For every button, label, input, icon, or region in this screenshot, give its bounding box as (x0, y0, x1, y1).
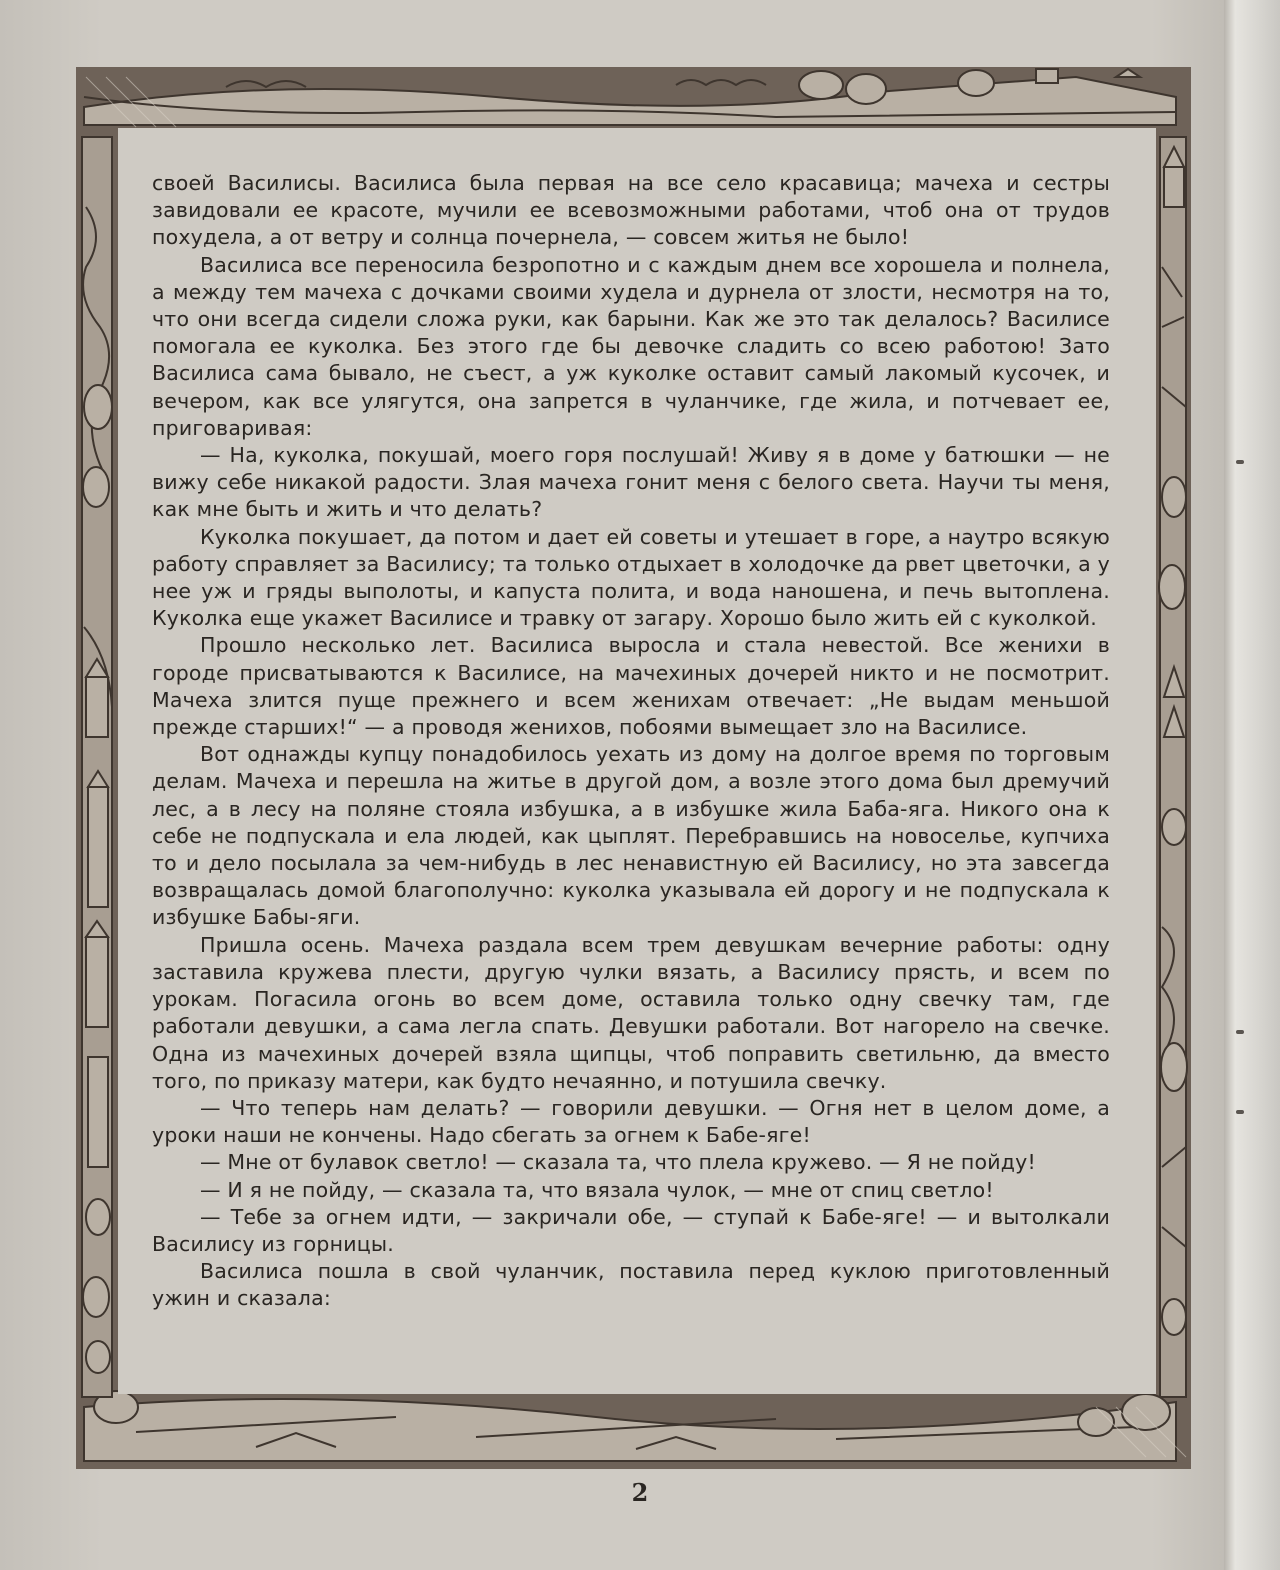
paragraph: Прошло несколько лет. Василиса выросла и стала невестой. Все женихи в городе присватываются к Василисе, на мачехиных дочерей никто и не посмотрит. Мачеха злится пуще прежнего и всем женихам отвечает: „Не выдам меньшой прежде старших!“ — а проводя женихов, побоями вымещает зло на Василисе. (152, 633, 1110, 740)
binding-stitch (1236, 460, 1244, 464)
paragraph: — Что теперь нам делать? — говорили девушки. — Огня нет в целом доме, а уроки наши не кончены. Надо сбегать за огнем к Бабе-яге! (152, 1095, 1110, 1148)
paragraph: своей Василисы. Василиса была первая на все село красавица; мачеха и сестры завидовали ее красоте, мучили ее всевозможными работами, чтоб она от трудов похудела, а от ветру и солнца почернела, — совсем житья не было! (152, 171, 1110, 250)
page-number: 2 (631, 1478, 649, 1507)
paragraph: Василиса пошла в свой чуланчик, поставила перед куклою приготовленный ужин и сказала: (152, 1259, 1110, 1311)
binding-stitch (1236, 1030, 1244, 1034)
binding-stitch (1236, 1110, 1244, 1114)
paragraph: Василиса все переносила безропотно и с каждым днем все хорошела и полнела, а между тем мачеха с дочками своими худела и дурнела от злости, несмотря на то, что они всегда сидели сложа руки, как барыни. Как же это так делалось? Василисе помогала ее куколка. Без этого где бы девочке сладить со всею работою! Зато Василиса сама бывало, не съест, а уж куколке оставит самый лакомый кусочек, и вечером, как все улягутся, она запрется в чуланчике, где жила, и потчевает ее, приговаривая: (152, 252, 1110, 440)
paragraph: — И я не пойду, — сказала та, что вязала чулок, — мне от спиц светло! (200, 1177, 994, 1202)
paragraph: — Мне от булавок светло! — сказала та, что плела кружево. — Я не пойду! (200, 1150, 1036, 1175)
paragraph: Пришла осень. Мачеха раздала всем трем девушкам вечерние работы: одну заставила кружева плести, другую чулки вязать, а Василису прясть, и всем по урокам. Погасила огонь во всем доме, оставила только одну свечку там, где работали девушки, а сама легла спать. Девушки работали. Вот нагорело на свечке. Одна из мачехиных дочерей взяла щипцы, чтоб поправить светильню, да вместо того, по приказу матери, как будто нечаянно, и потушила свечку. (152, 932, 1110, 1093)
paragraph: Вот однажды купцу понадобилось уехать из дому на долгое время по торговым делам. Мачеха и перешла на житье в другой дом, а возле этого дома был дремучий лес, а в лесу на поляне стояла избушка, а в избушке жила Баба-яга. Никого она к себе не подпускала и ела людей, как цыплят. Перебравшись на новоселье, купчиха то и дело посылала за чем-нибудь в лес ненавистную ей Василису, но эта завсегда возвращалась домой благополучно: куколка указывала ей дорогу и не подпускала к избушке Бабы-яги. (152, 742, 1110, 930)
book-binding-gutter (1224, 0, 1280, 1570)
paragraph: Куколка покушает, да потом и дает ей советы и утешает в горе, а наутро всякую работу справляет за Василису; та только отдыхает в холодочке да рвет цветочки, а у нее уж и гряды выполоты, и капуста полита, и вода наношена, и печь вытоплена. Куколка еще укажет Василисе и травку от загару. Хорошо было жить ей с куколкой. (152, 524, 1110, 631)
story-text (152, 170, 1110, 1313)
paragraph: — Тебе за огнем идти, — закричали обе, — ступай к Бабе-яге! — и вытолкали Василису из горницы. (152, 1204, 1110, 1256)
paragraph: — На, куколка, покушай, моего горя послушай! Живу я в доме у батюшки — не вижу себе никакой радости. Злая мачеха гонит меня с белого света. Научи ты меня, как мне быть и жить и что делать? (152, 443, 1110, 522)
